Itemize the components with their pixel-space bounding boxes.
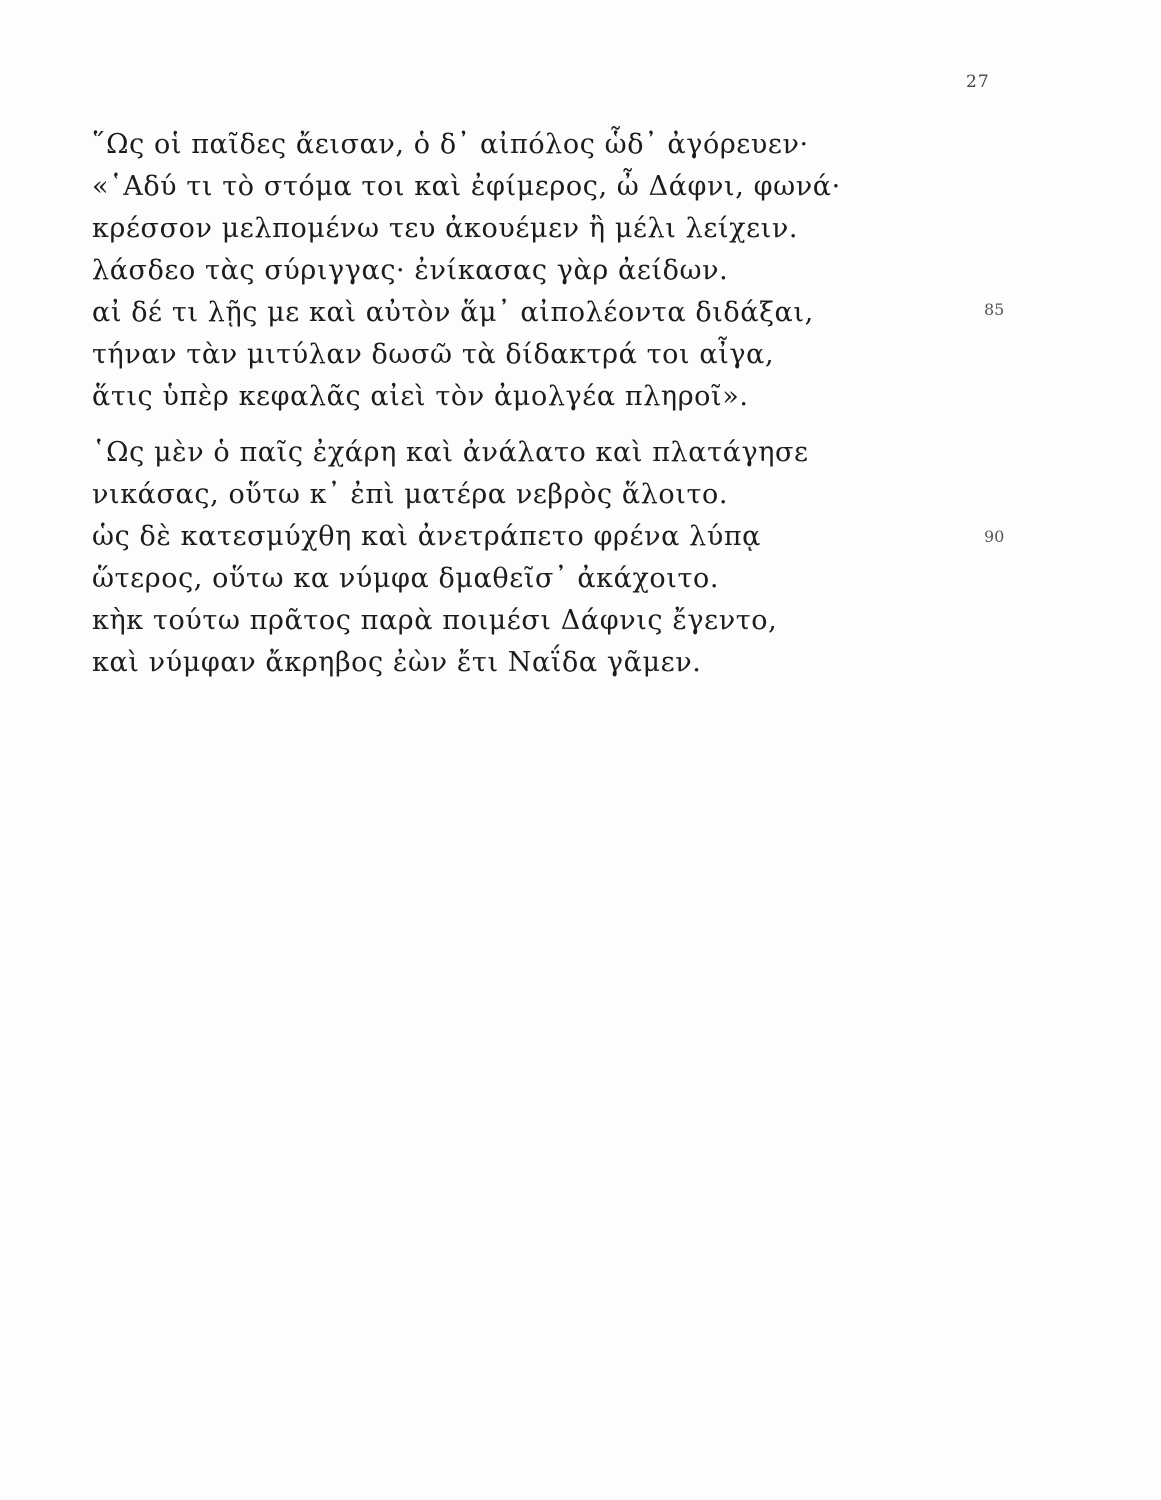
- verse-line: ὡς δὲ κατεσμύχθη καὶ ἀνετράπετο φρένα λύπᾳ: [92, 521, 762, 552]
- verse-line: τήναν τὰν μιτύλαν δωσῶ τὰ δίδακτρά τοι αἶγα,: [92, 339, 775, 370]
- verse-line: κὴκ τούτω πρᾶτος παρὰ ποιμέσι Δάφνις ἔγεντο,: [92, 605, 778, 636]
- page-number: 27: [966, 72, 990, 92]
- stanza-2: [92, 432, 809, 684]
- verse-line: ῞Ως οἱ παῖδες ἄεισαν, ὁ δ᾿ αἰπόλος ὧδ᾿ ἀγόρευεν·: [92, 129, 809, 160]
- verse-line: νικάσας, οὕτω κ᾿ ἐπὶ ματέρα νεβρὸς ἅλοιτο.: [92, 479, 729, 510]
- verse-line: «῾Αδύ τι τὸ στόμα τοι καὶ ἐφίμερος, ὦ Δάφνι, φωνά·: [92, 171, 841, 202]
- verse-line: αἰ δέ τι λῇς με καὶ αὐτὸν ἅμ᾿ αἰπολέοντα διδάξαι,: [92, 297, 814, 328]
- line-number-85: 85: [984, 300, 1005, 319]
- verse-line: κρέσσον μελπομένω τευ ἀκουέμεν ἢ μέλι λείχειν.: [92, 213, 799, 244]
- stanza-1: [92, 124, 841, 418]
- verse-line: ῾Ως μὲν ὁ παῖς ἐχάρη καὶ ἀνάλατο καὶ πλατάγησε: [92, 437, 809, 468]
- line-number-90: 90: [984, 527, 1005, 546]
- verse-line: ὥτερος, οὕτω κα νύμφα δμαθεῖσ᾿ ἀκάχοιτο.: [92, 563, 720, 594]
- verse-line: ἅτις ὑπὲρ κεφαλᾶς αἰεὶ τὸν ἀμολγέα πληροῖ».: [92, 381, 749, 412]
- verse-line: καὶ νύμφαν ἄκρηβος ἐὼν ἔτι Ναΐδα γᾶμεν.: [92, 647, 702, 678]
- verse-line: λάσδεο τὰς σύριγγας· ἐνίκασας γὰρ ἀείδων.: [92, 255, 729, 286]
